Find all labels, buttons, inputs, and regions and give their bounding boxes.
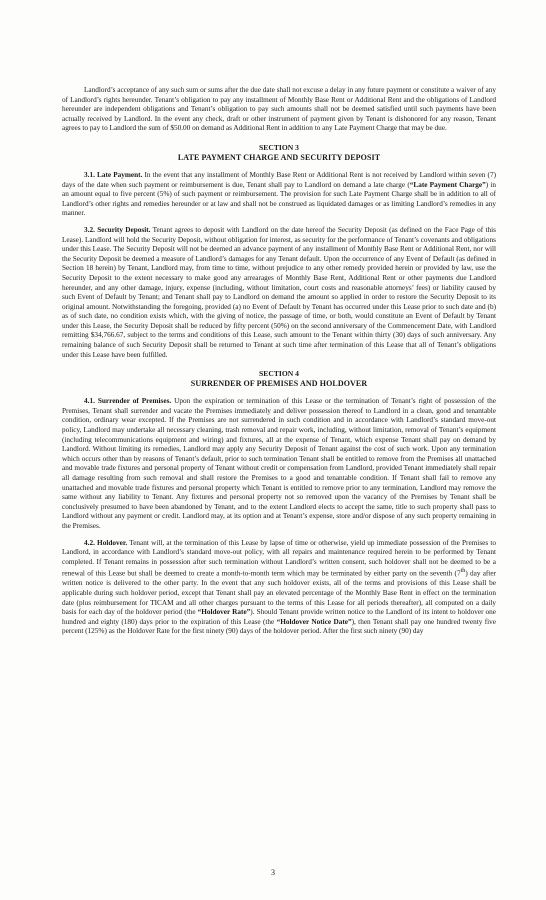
- page-number: 3: [271, 868, 275, 877]
- section-3-title: LATE PAYMENT CHARGE AND SECURITY DEPOSIT: [177, 152, 381, 162]
- paragraph-3-2: [62, 226, 496, 360]
- holdover-rate-term: “Holdover Rate”: [197, 608, 251, 617]
- paragraph-3-1-text-a: In the event that any installment of Monthly Base Rent or Additional Rent is not received by Landlord within seven (7) days of the date when such payment or reimbursement is due, Tenant shall pay to Landlord on demand a late charge (: [62, 170, 496, 189]
- paragraph-4-2-text-d: ), then Tenant shall pay one hundred twenty five percent (125%) as the Holdover Rate for the first ninety (90) days of the holdover period. After the first such ninety (90) day: [62, 617, 496, 636]
- late-payment-charge-term: “Late Payment Charge”: [409, 180, 486, 189]
- paragraph-4-1-text: Upon the expiration or termination of this Lease or the termination of Tenant’s right of possession of the Premises, Tenant shall surrender and vacate the Premises immediately and deliver possession thereof to Landlord in a clean, good and tenantable condition, ordinary wear excepted. If the Premises are not surrendered in such condition and in accordance with Landlord’s standard move-out policy, Landlord may undertake all necessary cleaning, trash removal and repair work, including, without limitation, removal of Tenant’s equipment (including telecommunications equipment and wiring) and fixtures, all at the expense of Tenant, which expense Tenant shall pay on demand by Landlord. Without limiting its remedies, Landlord may apply any Security Deposit of Tenant against the cost of such work. Upon any termination which occurs other than by reasons of Tenant’s default, prior to such termination Tenant shall be entitled to remove from the Premises all unattached and movable trade fixtures and personal property of Tenant without credit or compensation from Landlord, provided Tenant immediately shall repair all damage resulting from such removal and shall restore the Premises to a good and tenantable condition. If Tenant shall fail to remove any unattached and movable trade fixtures and personal property which Tenant is entitled to remove prior to any termination, Landlord may remove the same without any liability to Tenant. Any fixtures and personal property not so removed upon the vacancy of the Premises by Tenant shall be conclusively presumed to have been abandoned by Tenant, and to the extent Landlord elects to accept the same, title to such property shall pass to Landlord without any payment or credit. Landlord may, at its option and at Tenant’s expense, store and/or dispose of any such property remaining in the Premises.: [62, 397, 496, 530]
- document-body: [62, 86, 496, 644]
- paragraph-3-1-text-b: ) in an amount equal to five percent (5%) of such payment or reimbursement. The provision for such Late Payment Charge shall be in addition to all of Landlord’s other rights and remedies hereunder or at law and shall not be construed as liquidated damages or as limiting Landlord’s remedies in any manner.: [62, 180, 496, 218]
- paragraph-4-2: [62, 539, 496, 637]
- paragraph-4-1: [62, 397, 496, 531]
- paragraph-4-1-heading: 4.1. Surrender of Premises.: [84, 397, 172, 406]
- section-4-heading: [62, 369, 496, 389]
- holdover-notice-date-term: “Holdover Notice Date”: [276, 617, 352, 626]
- paragraph-4-2-heading: 4.2. Holdover.: [84, 538, 128, 547]
- section-3-number: SECTION 3: [259, 142, 299, 152]
- paragraph-3-2-heading: 3.2. Security Deposit.: [84, 225, 151, 234]
- paragraph-4-2-text-a: Tenant will, at the termination of this Lease by lapse of time or otherwise, yield up immediate possession of the Premises to Landlord, in accordance with Landlord’s standard move-out policy, with all repairs and maintenance required herein to be performed by Tenant completed. If Tenant remains in possession after such termination without Landlord’s written consent, such holdover shall not be deemed to be a renewal of this Lease but shall be deemed to create a month-to-month term which may be terminated by either party on the seventh (7: [62, 538, 496, 578]
- ordinal-superscript: th: [460, 568, 466, 575]
- intro-paragraph: Landlord’s acceptance of any such sum or sums after the due date shall not excuse a delay in any future payment or constitute a waiver of any of Landlord’s rights hereunder. Tenant’s obligation to pay any installment of Monthly Base Rent or Additional Rent and the obligations of Landlord hereunder are independent obligations and Tenant’s obligation to pay such amounts shall not be deemed satisfied until such payments have been actually received by Landlord. In the event any check, draft or other instrument of payment given by Tenant is dishonored for any reason, Tenant agrees to pay to Landlord the sum of $50.00 on demand as Additional Rent in addition to any Late Payment Charge that may be due.: [62, 86, 496, 133]
- paragraph-4-2-text-c: ). Should Tenant provide written notice to the Landlord of its intent to holdover one hundred and eighty (180) days prior to the expiration of this Lease (the: [62, 608, 497, 626]
- section-3-heading: [62, 143, 496, 163]
- paragraph-4-2-text-b: ) day after written notice is delivered to the other party. In the event that any such holdover exists, all of the terms and provisions of this Lease shall be applicable during such holdover period, except that Tenant shall pay an elevated percentage of the Monthly Base Rent in effect on the termination date (plus reimbursement for TICAM and all other charges pursuant to the terms of this Lease for all periods thereafter), all computed on a daily basis for each day of the holdover period (the: [62, 569, 496, 617]
- paragraph-3-1: [62, 171, 496, 219]
- section-4-number: SECTION 4: [259, 369, 299, 379]
- section-4-title: SURRENDER OF PREMISES AND HOLDOVER: [190, 379, 368, 389]
- paragraph-3-1-heading: 3.1. Late Payment.: [84, 170, 143, 179]
- paragraph-3-2-text: Tenant agrees to deposit with Landlord on the date hereof the Security Deposit (as defined on the Face Page of this Lease). Landlord will hold the Security Deposit, without obligation for interest, as security for the performance of Tenant’s covenants and obligations under this Lease. The Security Deposit will not be deemed an advance payment of any installment of Monthly Base Rent or Additional Rent, nor will the Security Deposit be deemed a measure of Landlord’s damages for any Tenant default. Upon the occurrence of any Event of Default (as defined in Section 18 herein) by Tenant, Landlord may, from time to time, without prejudice to any other remedy provided herein or provided by law, use the Security Deposit to the extent necessary to make good any arrearages of Monthly Base Rent, Additional Rent or other payments due Landlord hereunder, and any other damage, injury, expense (including, without limitation, court costs and reasonable attorneys’ fees) or liability caused by such Event of Default by Tenant; and Tenant shall pay to Landlord on demand the amount so applied in order to restore the Security Deposit to its original amount. Notwithstanding the foregoing, provided (a) no Event of Default by Tenant has occurred under this Lease prior to such date and (b) as of such date, no condition exists which, with the giving of notice, the passage of time, or both, would constitute an Event of Default by Tenant under this Lease, the Security Deposit shall be reduced by fifty percent (50%) on the second anniversary of the Commencement Date, with Landlord remitting $34,766.67, subject to the terms and conditions of this Lease, such amount to the Tenant within thirty (30) days of such anniversary. Any remaining balance of such Security Deposit shall be returned to Tenant at such time after termination of this Lease that all of Tenant’s obligations under this Lease have been fulfilled.: [62, 225, 496, 359]
